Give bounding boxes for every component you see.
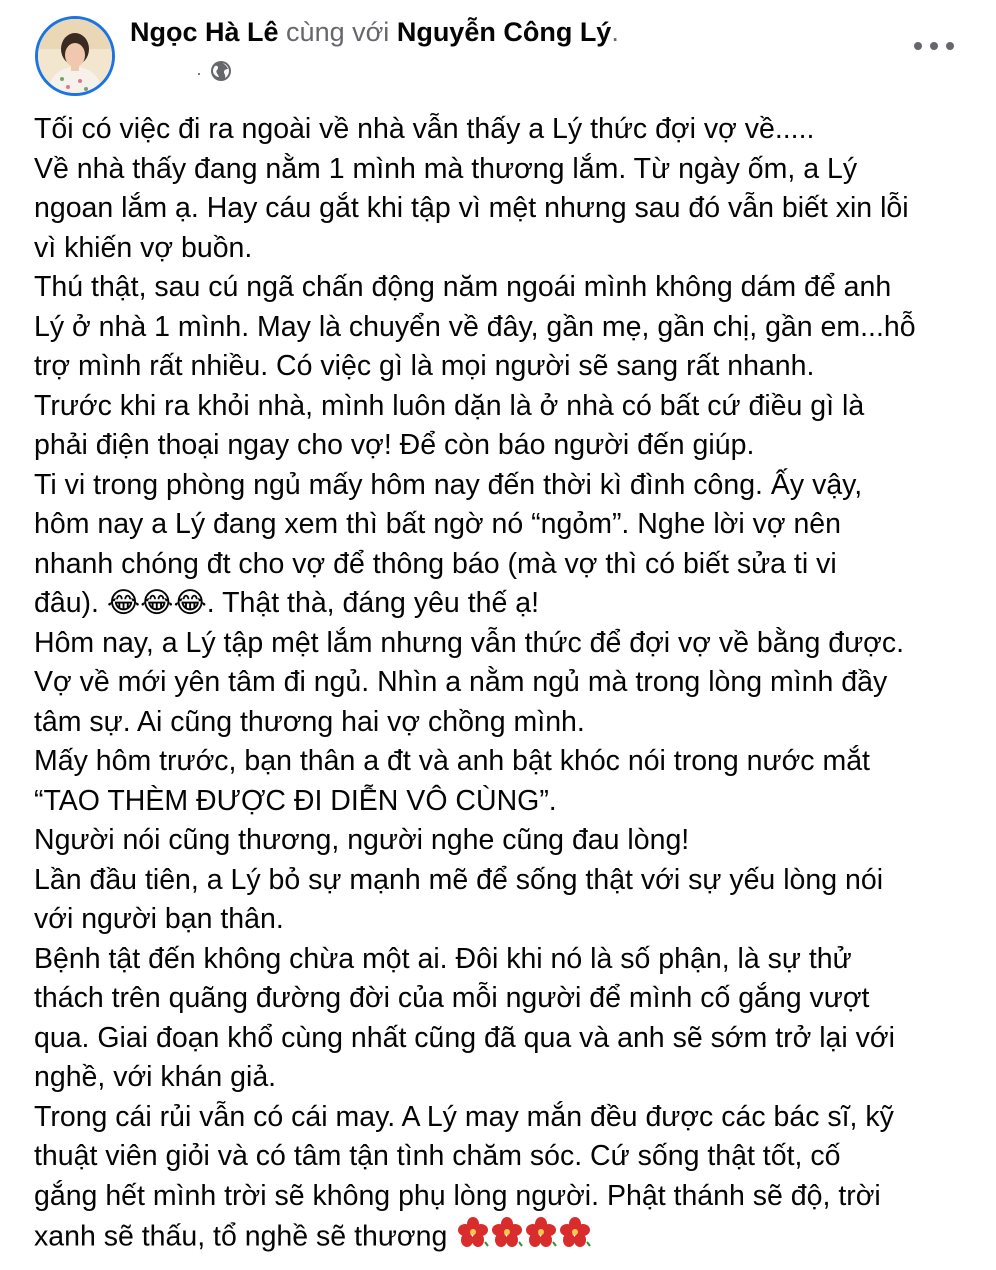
post-text-line: vì khiến vợ buồn. (34, 231, 253, 264)
post-text-line: Mấy hôm trước, bạn thân a đt và anh bật khóc nói trong nước mắt (34, 745, 870, 777)
post-text-line: Bệnh tật đến không chừa một ai. Đôi khi nó là số phận, là sự thử (34, 942, 852, 975)
post-text-line: Ti vi trong phòng ngủ mấy hôm nay đến thời kì đình công. Ấy vậy, (34, 468, 863, 501)
post-meta (196, 60, 232, 86)
post-text-line: ngoan lắm ạ. Hay cáu gắt khi tập vì mệt nhưng sau đó vẫn biết xin lỗi (34, 192, 909, 224)
post-text-line: nghề, với khán giả. (34, 1061, 277, 1093)
post-body (34, 110, 984, 1260)
post-text-line: gắng hết mình trời sẽ không phụ lòng người. Phật thánh sẽ độ, trời (34, 1179, 881, 1212)
post-text-line: Trước khi ra khỏi nhà, mình luôn dặn là ở nhà có bất cứ điều gì là (34, 389, 865, 422)
post-text-line: đâu). 😂😂😂. Thật thà, đáng yêu thế ạ! (34, 587, 539, 619)
hibiscus-flower-icon (559, 1216, 591, 1260)
post-text-line: Người nói cũng thương, người nghe cũng đau lòng! (34, 824, 690, 856)
tagged-suffix: . (611, 17, 619, 47)
post-text-line: thách trên quãng đường đời của mỗi người để mình cố gắng vượt (34, 982, 870, 1014)
meta-separator: · (196, 62, 202, 83)
tagged-user-link[interactable]: Nguyễn Công Lý (396, 17, 612, 47)
post-text-last-line (34, 1216, 984, 1260)
post-text-line: Tối có việc đi ra ngoài về nhà vẫn thấy a Lý thức đợi vợ về..... (34, 113, 815, 145)
post-text-line: Hôm nay, a Lý tập mệt lắm nhưng vẫn thức để đợi vợ về bằng được. (34, 626, 905, 659)
post-text-line: qua. Giai đoạn khổ cùng nhất cũng đã qua và anh sẽ sớm trở lại với (34, 1021, 895, 1054)
globe-icon[interactable] (210, 60, 232, 87)
post-text-line: hôm nay a Lý đang xem thì bất ngờ nó “ngỏm”. Nghe lời vợ nên (34, 508, 842, 540)
post-text-line: “TAO THÈM ĐƯỢC ĐI DIỄN VÔ CÙNG”. (34, 784, 557, 817)
post-text-line: Lý ở nhà 1 mình. May là chuyển về đây, gần mẹ, gần chị, gần em...hỗ (34, 310, 916, 343)
more-dot (914, 42, 922, 50)
post-text-line: Vợ về mới yên tâm đi ngủ. Nhìn a nằm ngủ mà trong lòng mình đầy (34, 666, 888, 698)
more-dot (946, 42, 954, 50)
post-header-title (130, 14, 619, 50)
author-avatar[interactable] (35, 16, 115, 96)
hibiscus-flower-icon (491, 1216, 523, 1260)
with-text: cùng với (286, 17, 390, 47)
hibiscus-flower-icon (525, 1216, 557, 1260)
post-text-line: xanh sẽ thấu, tổ nghề sẽ thương (34, 1220, 448, 1253)
post-text-line: nhanh chóng đt cho vợ để thông báo (mà vợ thì có biết sửa ti vi (34, 547, 837, 580)
post-text-line: trợ mình rất nhiều. Có việc gì là mọi người sẽ sang rất nhanh. (34, 350, 815, 382)
author-name-link[interactable]: Ngọc Hà Lê (130, 17, 279, 47)
hibiscus-flower-icon (457, 1216, 489, 1260)
post-text-line: Trong cái rủi vẫn có cái may. A Lý may mắn đều được các bác sĩ, kỹ (34, 1100, 894, 1133)
post-text-line: Thú thật, sau cú ngã chấn động năm ngoái mình không dám để anh (34, 271, 892, 303)
more-options-button[interactable] (914, 36, 954, 56)
post-text-line: phải điện thoại ngay cho vợ! Để còn báo người đến giúp. (34, 429, 755, 461)
post-text-line: với người bạn thân. (34, 903, 284, 935)
post-text-line: tâm sự. Ai cũng thương hai vợ chồng mình. (34, 705, 585, 738)
post-text-line: Lần đầu tiên, a Lý bỏ sự mạnh mẽ để sống thật với sự yếu lòng nói (34, 863, 884, 896)
post-text-line: Về nhà thấy đang nằm 1 mình mà thương lắm. Từ ngày ốm, a Lý (34, 152, 858, 185)
more-dot (930, 42, 938, 50)
post-text-line: thuật viên giỏi và có tâm tận tình chăm sóc. Cứ sống thật tốt, cố (34, 1140, 841, 1172)
